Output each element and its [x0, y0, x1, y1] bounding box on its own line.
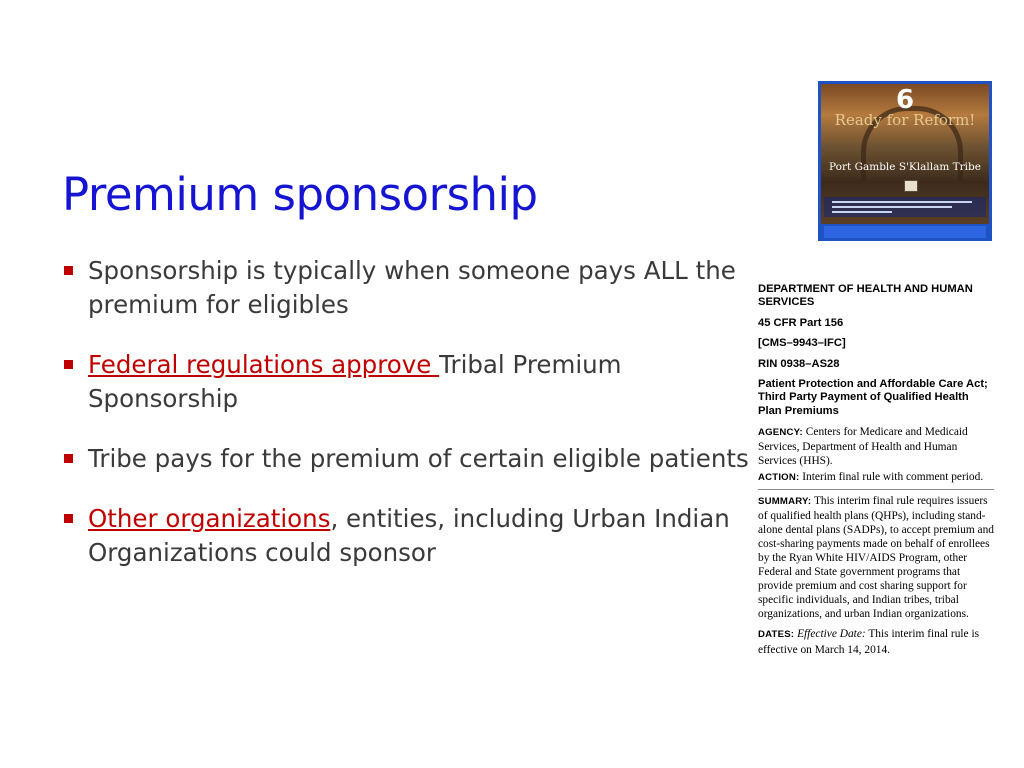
thumbnail-footer-bar [824, 226, 986, 238]
reg-dates-label: DATES: [758, 629, 795, 641]
square-bullet-icon [64, 514, 73, 523]
excerpt-crop-edge [758, 723, 994, 729]
thumbnail-tribe-name: Port Gamble S'Klallam Tribe [829, 161, 981, 173]
federal-regulations-link[interactable]: Federal regulations approve [88, 350, 440, 379]
reg-action-text: Interim final rule with comment period. [802, 470, 984, 483]
slide-number: 6 [895, 85, 915, 115]
bullet-item [62, 442, 752, 476]
report-cover-thumbnail [818, 81, 992, 241]
bullet-item [62, 254, 752, 322]
bullet-text: Sponsorship is typically when someone pays ALL the premium for eligibles [88, 256, 736, 319]
reg-summary-label: SUMMARY: [758, 495, 812, 507]
tribal-seal-icon [904, 180, 918, 192]
bullet-item [62, 348, 752, 416]
bullet-text: , entities, including Urban Indian Organizations could sponsor [88, 504, 730, 567]
reg-dates [758, 627, 994, 656]
reg-action [758, 470, 994, 485]
reg-rin: RIN 0938–AS28 [758, 357, 840, 370]
square-bullet-icon [64, 266, 73, 275]
bullet-text: Tribal Premium Sponsorship [88, 350, 622, 413]
square-bullet-icon [64, 454, 73, 463]
reg-rule-title: Patient Protection and Affordable Care Act; Third Party Payment of Qualified Health Plan Premiums [758, 378, 988, 417]
reg-agency [758, 425, 994, 468]
bullet-list [62, 254, 752, 596]
other-organizations-link[interactable]: Other organizations [88, 504, 331, 533]
reg-summary-text: This interim final rule requires issuers of qualified health plans (QHPs), including stand-alone dental plans (SADPs), to accept premium and cost-sharing payments made on behalf of enrollees by the Ryan White HIV/AIDS Program, other Federal and State government programs that provide premium and cost sharing support for specific individuals, and Indian tribes, tribal organizations, and urban Indian organizations. [758, 494, 994, 621]
square-bullet-icon [64, 360, 73, 369]
reg-dates-italic: Effective Date: [797, 628, 866, 641]
thumbnail-caption: Ready for Reform! [834, 111, 976, 129]
illegible-text-line [832, 201, 972, 203]
illegible-text-line [832, 211, 892, 213]
reg-department: DEPARTMENT OF HEALTH AND HUMAN SERVICES [758, 283, 973, 309]
reg-action-label: ACTION: [758, 471, 800, 483]
thumbnail-text-band [824, 197, 986, 217]
illegible-text-line [832, 206, 952, 208]
bullet-item [62, 502, 752, 570]
reg-agency-text: Centers for Medicare and Medicaid Services, Department of Health and Human Services (HHS). [758, 426, 968, 468]
reg-summary [758, 494, 994, 622]
reg-docket: [CMS–9943–IFC] [758, 337, 846, 350]
reg-agency-label: AGENCY: [758, 427, 803, 439]
regulation-excerpt [758, 283, 994, 729]
slide-title: Premium sponsorship [62, 168, 538, 221]
reg-part: 45 CFR Part 156 [758, 316, 844, 329]
bullet-text: Tribe pays for the premium of certain eligible patients [88, 444, 749, 473]
reg-dates-text: This interim final rule is effective on March 14, 2014. [758, 628, 980, 656]
reg-divider [758, 489, 994, 490]
